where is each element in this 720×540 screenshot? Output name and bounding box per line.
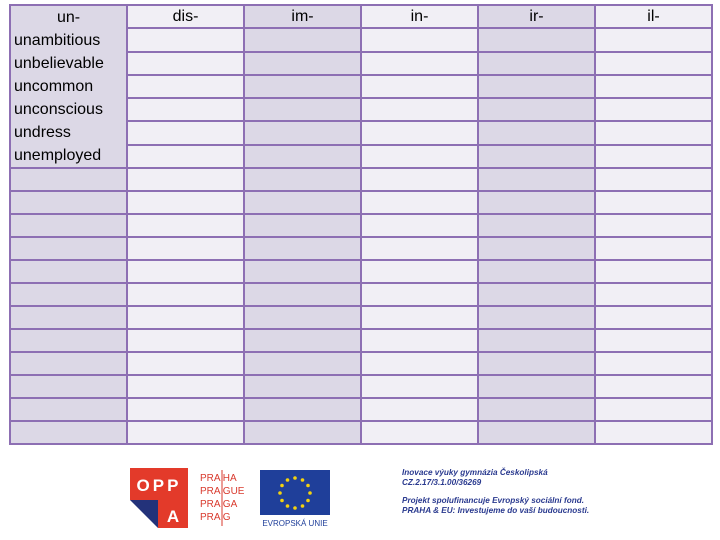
- column-un: [10, 5, 127, 168]
- table-cell: [595, 52, 712, 75]
- table-cell: [127, 260, 244, 283]
- table-cell: [244, 306, 361, 329]
- table-cell: [244, 260, 361, 283]
- table-cell: [127, 214, 244, 237]
- table-cell: [127, 283, 244, 306]
- funding-text: [402, 468, 602, 524]
- table-cell: [478, 28, 595, 51]
- table-cell: [10, 375, 127, 398]
- table-cell: [478, 237, 595, 260]
- table-cell: [10, 214, 127, 237]
- table-cell: [244, 352, 361, 375]
- table-row: [10, 375, 712, 398]
- table-cell: [595, 28, 712, 51]
- header-il: il-: [595, 5, 712, 28]
- table-cell: [361, 121, 478, 144]
- table-cell: [127, 191, 244, 214]
- table-cell: [478, 260, 595, 283]
- table-cell: [361, 283, 478, 306]
- table-cell: [10, 352, 127, 375]
- funding-line: CZ.2.17/3.1.00/36269: [402, 478, 482, 487]
- table-cell: [361, 398, 478, 421]
- eu-label: EVROPSKÁ UNIE: [262, 519, 328, 528]
- table-cell: [244, 283, 361, 306]
- table-cell: [595, 306, 712, 329]
- table-row: [10, 168, 712, 191]
- table-cell: [361, 375, 478, 398]
- table-cell: [127, 352, 244, 375]
- table-cell: [478, 421, 595, 444]
- header-in: in-: [361, 5, 478, 28]
- table-cell: [361, 329, 478, 352]
- table-cell: [361, 191, 478, 214]
- table-cell: [595, 214, 712, 237]
- praha-line: PRA GUE: [200, 486, 245, 497]
- table-cell: [478, 168, 595, 191]
- table-cell: [595, 398, 712, 421]
- table-cell: [478, 352, 595, 375]
- table-cell: [127, 121, 244, 144]
- table-row: [10, 352, 712, 375]
- table-cell: [478, 214, 595, 237]
- table-cell: [361, 421, 478, 444]
- un-word: uncommon: [14, 78, 94, 95]
- table-cell: [478, 329, 595, 352]
- table-cell: [10, 283, 127, 306]
- table-cell: [595, 191, 712, 214]
- praha-line: PRA HA: [200, 473, 237, 484]
- table-cell: [127, 145, 244, 168]
- table-cell: [595, 352, 712, 375]
- table-cell: [127, 28, 244, 51]
- table-cell: [127, 168, 244, 191]
- prefix-table: [9, 4, 713, 445]
- table-cell: [478, 75, 595, 98]
- header-im: im-: [244, 5, 361, 28]
- table-cell: [478, 191, 595, 214]
- praha-line: PRA G: [200, 512, 231, 523]
- header-ir: ir-: [478, 5, 595, 28]
- table-cell: [10, 329, 127, 352]
- table-cell: [595, 121, 712, 144]
- table-cell: [244, 75, 361, 98]
- table-cell: [478, 52, 595, 75]
- table-cell: [10, 168, 127, 191]
- oppa-bottom-text: A: [166, 507, 180, 526]
- table-cell: [244, 191, 361, 214]
- table-cell: [361, 214, 478, 237]
- table-row: [10, 306, 712, 329]
- table-cell: [478, 283, 595, 306]
- table-cell: [10, 260, 127, 283]
- table-cell: [478, 306, 595, 329]
- table-cell: [244, 421, 361, 444]
- table-row: [10, 5, 712, 28]
- table-cell: [361, 52, 478, 75]
- table-cell: [244, 145, 361, 168]
- table-cell: [595, 237, 712, 260]
- table-cell: [595, 375, 712, 398]
- oppa-top-text: OPP: [136, 476, 182, 495]
- table-cell: [595, 283, 712, 306]
- table-cell: [595, 145, 712, 168]
- un-word: unbelievable: [14, 55, 104, 72]
- table-row: [10, 214, 712, 237]
- table-row: [10, 421, 712, 444]
- table-row: [10, 398, 712, 421]
- table-cell: [244, 329, 361, 352]
- praha-logo: [198, 468, 250, 528]
- header-dis: dis-: [127, 5, 244, 28]
- table-row: [10, 237, 712, 260]
- table-cell: [244, 237, 361, 260]
- praha-line: PRA GA: [200, 499, 238, 510]
- un-word: unconscious: [14, 101, 103, 118]
- funding-line: PRAHA & EU: Investujeme do vaší budoucnosti.: [402, 506, 590, 515]
- table-cell: [361, 168, 478, 191]
- table-cell: [595, 329, 712, 352]
- table-cell: [244, 98, 361, 121]
- table-cell: [244, 375, 361, 398]
- table-cell: [244, 28, 361, 51]
- table-cell: [478, 98, 595, 121]
- eu-flag-logo: [259, 468, 331, 528]
- table-cell: [10, 398, 127, 421]
- table-cell: [361, 98, 478, 121]
- table-cell: [127, 52, 244, 75]
- table-cell: [127, 421, 244, 444]
- table-row: [10, 329, 712, 352]
- table-cell: [361, 28, 478, 51]
- table-cell: [595, 98, 712, 121]
- table-cell: [244, 168, 361, 191]
- funding-line: Inovace výuky gymnázia Českolipská: [402, 468, 548, 477]
- un-word: unambitious: [14, 32, 101, 49]
- header-un: un-: [56, 9, 81, 26]
- table-cell: [244, 398, 361, 421]
- table-cell: [127, 237, 244, 260]
- funding-line: Projekt spolufinancuje Evropský sociální fond.: [402, 496, 584, 505]
- table-cell: [361, 75, 478, 98]
- table-cell: [10, 306, 127, 329]
- table-cell: [127, 75, 244, 98]
- table-cell: [244, 121, 361, 144]
- table-cell: [595, 421, 712, 444]
- table-cell: [361, 352, 478, 375]
- table-cell: [244, 52, 361, 75]
- un-word: undress: [14, 124, 71, 141]
- table-cell: [127, 329, 244, 352]
- table-cell: [361, 145, 478, 168]
- table-cell: [127, 98, 244, 121]
- table-cell: [127, 375, 244, 398]
- table-cell: [478, 121, 595, 144]
- table-cell: [595, 75, 712, 98]
- table-cell: [478, 398, 595, 421]
- table-row: [10, 283, 712, 306]
- table-cell: [127, 398, 244, 421]
- table-cell: [595, 260, 712, 283]
- table-cell: [10, 237, 127, 260]
- un-word: unemployed: [14, 147, 102, 164]
- table-row: [10, 260, 712, 283]
- table-cell: [10, 191, 127, 214]
- table-cell: [361, 306, 478, 329]
- table-cell: [361, 260, 478, 283]
- table-cell: [595, 168, 712, 191]
- table-cell: [478, 375, 595, 398]
- table-cell: [10, 421, 127, 444]
- table-row: [10, 191, 712, 214]
- table-cell: [361, 237, 478, 260]
- table-cell: [244, 214, 361, 237]
- oppa-logo: [130, 468, 188, 528]
- table-cell: [127, 306, 244, 329]
- table-cell: [478, 145, 595, 168]
